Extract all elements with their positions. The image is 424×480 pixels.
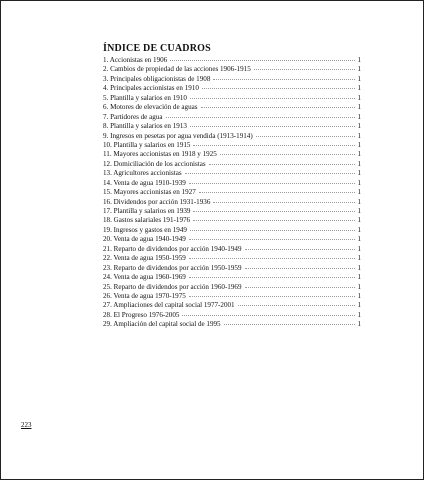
toc-entry — [103, 292, 361, 301]
toc-entry-title: 8. Plantilla y salarios en 1913 — [103, 122, 187, 131]
dot-leader — [190, 229, 356, 231]
toc-entry — [103, 84, 361, 93]
toc-entry-page-number: 1 — [357, 56, 361, 64]
toc-entry-page-number: 1 — [357, 159, 361, 168]
toc-entry — [103, 264, 361, 273]
toc-entry-title: 1. Accionistas en 1906 — [103, 56, 168, 64]
toc-entry-page-number: 1 — [357, 103, 361, 112]
dot-leader — [190, 125, 356, 127]
toc-entry-page-number: 1 — [357, 131, 361, 140]
toc-entry-title: 25. Reparto de dividendos por acción 1960-1969 — [103, 282, 242, 291]
toc-entry-page-number: 1 — [357, 244, 361, 253]
toc-entry — [103, 311, 361, 320]
toc-entry-page-number: 1 — [357, 320, 361, 329]
page-title: ÍNDICE DE CUADROS — [103, 43, 211, 54]
toc-entry-title: 26. Venta de agua 1970-1975 — [103, 291, 186, 300]
dot-leader — [201, 106, 356, 108]
toc-entry-title: 5. Plantilla y salarios en 1910 — [103, 93, 187, 102]
toc-entry-page-number: 1 — [357, 301, 361, 310]
toc-entry-title: 20. Venta de agua 1940-1949 — [103, 235, 186, 244]
dot-leader — [185, 172, 356, 174]
toc-entry-page-number: 1 — [357, 84, 361, 93]
toc-entry-title: 15. Mayores accionistas en 1927 — [103, 188, 196, 197]
toc-entry — [103, 56, 361, 65]
toc-entry — [103, 169, 361, 178]
toc-entry-page-number: 1 — [357, 310, 361, 319]
toc-entry-page-number: 1 — [357, 207, 361, 215]
toc-entry-page-number: 1 — [357, 254, 361, 263]
toc-entry-page-number: 1 — [357, 225, 361, 234]
toc-entry-page-number: 1 — [357, 93, 361, 102]
toc-entry-page-number: 1 — [357, 140, 361, 149]
toc-entry — [103, 179, 361, 188]
toc-entry-title: 10. Plantilla y salarios en 1915 — [103, 140, 191, 149]
toc-entry-title: 11. Mayores accionistas en 1918 y 1925 — [103, 150, 217, 159]
toc-entry — [103, 254, 361, 263]
toc-entry-page-number: 1 — [357, 273, 361, 282]
toc-entry-title: 16. Dividendos por acción 1931-1936 — [103, 197, 211, 206]
toc-entry-title: 21. Reparto de dividendos por acción 1940-1949 — [103, 244, 242, 253]
toc-entry-title: 22. Venta de agua 1950-1959 — [103, 254, 186, 263]
toc-entry-page-number: 1 — [357, 197, 361, 206]
toc-entry-title: 29. Ampliación del capital social de 1995 — [103, 320, 221, 329]
toc-entry-title: 2. Cambios de propiedad de las acciones 1906-1915 — [103, 65, 251, 74]
toc-entry-title: 9. Ingresos en pesetas por agua vendida (1913-1914) — [103, 131, 253, 140]
toc-entry-title: 27. Ampliaciones del capital social 1977-2001 — [103, 301, 235, 310]
dot-leader — [199, 191, 356, 193]
dot-leader — [202, 87, 356, 89]
toc-entry-title: 13. Agricultores accionistas — [103, 169, 182, 178]
toc-entry — [103, 103, 361, 112]
toc-entry — [103, 273, 361, 282]
dot-leader — [193, 210, 355, 212]
toc-entry-page-number: 1 — [357, 235, 361, 244]
toc-entry-page-number: 1 — [357, 188, 361, 197]
toc-entry-title: 19. Ingresos y gastos en 1949 — [103, 225, 187, 234]
toc-entry — [103, 320, 361, 329]
toc-entry-page-number: 1 — [357, 216, 361, 225]
toc-entry-page-number: 1 — [357, 263, 361, 272]
toc-entry-title: 18. Gastos salariales 191-1976 — [103, 216, 191, 225]
dot-leader — [182, 314, 355, 316]
toc-entry — [103, 65, 361, 74]
toc-entry-title: 24. Venta de agua 1960-1969 — [103, 273, 186, 282]
dot-leader — [189, 238, 356, 240]
toc-entry-page-number: 1 — [357, 112, 361, 121]
page-number: 223 — [21, 421, 32, 429]
toc-entry — [103, 132, 361, 141]
toc-entry — [103, 216, 361, 225]
dot-leader — [254, 68, 356, 70]
dot-leader — [166, 116, 356, 118]
dot-leader — [193, 144, 355, 146]
toc-entry-title: 6. Motores de elevación de aguas — [103, 103, 198, 112]
dot-leader — [245, 286, 356, 288]
dot-leader — [193, 219, 355, 221]
dot-leader — [256, 135, 356, 137]
toc-entry — [103, 245, 361, 254]
toc-entry — [103, 141, 361, 150]
toc-entry-title: 7. Partidores de agua — [103, 112, 163, 121]
toc-entry — [103, 94, 361, 103]
dot-leader — [245, 267, 356, 269]
table-of-contents — [103, 56, 361, 330]
dot-leader — [189, 276, 356, 278]
dot-leader — [213, 78, 355, 80]
toc-entry — [103, 226, 361, 235]
toc-entry-page-number: 1 — [357, 74, 361, 83]
toc-entry — [103, 235, 361, 244]
toc-entry-page-number: 1 — [357, 291, 361, 300]
toc-entry — [103, 283, 361, 292]
dot-leader — [238, 304, 356, 306]
toc-entry-page-number: 1 — [357, 65, 361, 74]
dot-leader — [220, 153, 356, 155]
toc-entry — [103, 150, 361, 159]
toc-entry-page-number: 1 — [357, 122, 361, 131]
toc-entry-page-number: 1 — [357, 178, 361, 187]
toc-entry-title: 3. Principales obligacionistas de 1908 — [103, 74, 211, 83]
toc-entry — [103, 198, 361, 207]
dot-leader — [224, 323, 356, 325]
toc-entry — [103, 75, 361, 84]
toc-entry — [103, 207, 361, 216]
dot-leader — [213, 201, 355, 203]
toc-entry-title: 23. Reparto de dividendos por acción 1950-1959 — [103, 263, 242, 272]
toc-entry-title: 4. Principales accionistas en 1910 — [103, 84, 199, 93]
dot-leader — [245, 248, 356, 250]
dot-leader — [170, 59, 355, 61]
toc-entry-page-number: 1 — [357, 282, 361, 291]
dot-leader — [190, 97, 356, 99]
toc-entry-title: 17. Plantilla y salarios en 1939 — [103, 207, 191, 215]
toc-entry-title: 12. Domiciliación de los accionistas — [103, 159, 206, 168]
toc-entry — [103, 122, 361, 131]
dot-leader — [189, 257, 356, 259]
dot-leader — [209, 163, 356, 165]
toc-entry — [103, 160, 361, 169]
toc-entry — [103, 301, 361, 310]
toc-entry-page-number: 1 — [357, 150, 361, 159]
toc-entry — [103, 188, 361, 197]
dot-leader — [189, 182, 356, 184]
toc-entry-title: 14. Venta de agua 1910-1939 — [103, 178, 186, 187]
toc-entry — [103, 113, 361, 122]
dot-leader — [189, 295, 356, 297]
toc-entry-page-number: 1 — [357, 169, 361, 178]
toc-entry-title: 28. El Progreso 1976-2005 — [103, 310, 180, 319]
